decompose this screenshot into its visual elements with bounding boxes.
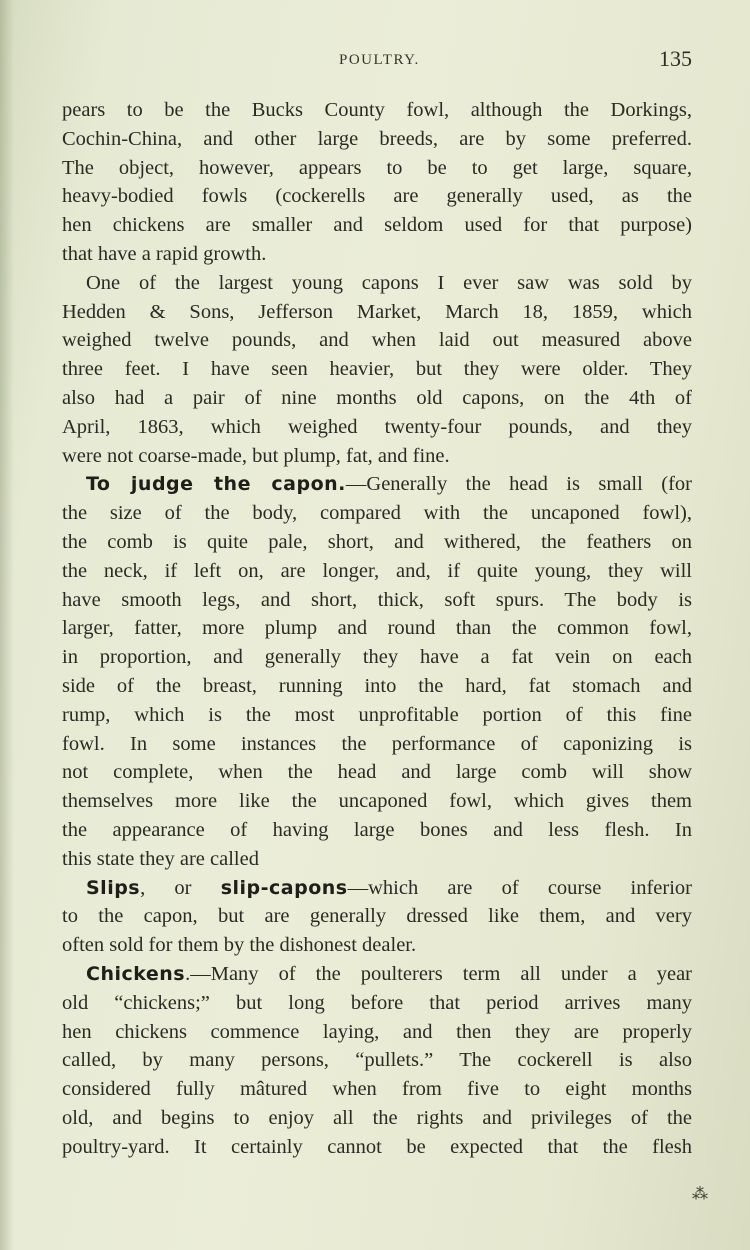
text-line: The object, however, appears to be to get large, square, <box>62 156 692 179</box>
text-line <box>62 874 692 903</box>
page-header <box>62 44 692 78</box>
text-line <box>62 960 692 989</box>
running-head: POULTRY. <box>339 52 420 68</box>
text-line: the appearance of having large bones and less flesh. In <box>62 818 692 841</box>
text-line: also had a pair of nine months old capons, on the 4th of <box>62 386 692 409</box>
text-line: considered fully mâtured when from five to eight months <box>62 1078 692 1101</box>
text-line: called, by many persons, “pullets.” The cockerell is also <box>62 1049 692 1072</box>
text-line: have smooth legs, and short, thick, soft spurs. The body is <box>62 588 692 611</box>
text-line: weighed twelve pounds, and when laid out measured above <box>62 329 692 352</box>
text-line: poultry-yard. It certainly cannot be expected that the flesh <box>62 1135 692 1158</box>
section-heading: slip-capons <box>220 876 348 899</box>
text-line: not complete, when the head and large comb will show <box>62 761 692 784</box>
text-run: .—Many of the poulterers term all under a year <box>185 962 692 985</box>
text-line <box>62 470 692 499</box>
body-text <box>62 96 692 1161</box>
gutter-shadow <box>0 0 14 1250</box>
text-line: Cochin-China, and other large breeds, are by some preferred. <box>62 127 692 150</box>
text-line: the size of the body, compared with the uncaponed fowl), <box>62 502 692 525</box>
text-line: larger, fatter, more plump and round than the common fowl, <box>62 617 692 640</box>
text-line: hen chickens commence laying, and then they are properly <box>62 1020 692 1043</box>
text-run: , or <box>140 876 221 899</box>
text-line: the neck, if left on, are longer, and, if quite young, they will <box>62 559 692 582</box>
text-line: old “chickens;” but long before that period arrives many <box>62 991 692 1014</box>
text-line: often sold for them by the dishonest dealer. <box>62 934 417 957</box>
text-line: fowl. In some instances the performance of caponizing is <box>62 732 692 755</box>
text-line: heavy-bodied fowls (cockerells are generally used, as the <box>62 185 692 208</box>
page-number: 135 <box>659 46 692 71</box>
text-line: that have a rapid growth. <box>62 242 267 265</box>
text-line: old, and begins to enjoy all the rights and privileges of the <box>62 1106 692 1129</box>
printer-mark: ⁂ <box>692 1186 708 1203</box>
text-line: rump, which is the most unprofitable portion of this fine <box>62 703 692 726</box>
section-heading: Chickens <box>86 962 186 985</box>
text-line: April, 1863, which weighed twenty-four pounds, and they <box>62 415 692 438</box>
text-run: —Generally the head is small (for <box>345 473 692 496</box>
section-heading: Slips <box>86 876 141 899</box>
text-line: hen chickens are smaller and seldom used for that purpose) <box>62 214 692 237</box>
text-line: side of the breast, running into the hard, fat stomach and <box>62 674 692 697</box>
text-run: —which are of course inferior <box>347 876 692 899</box>
section-heading: To judge the capon. <box>86 473 346 496</box>
text-line: Hedden & Sons, Jefferson Market, March 18, 1859, which <box>62 300 692 323</box>
text-line: three feet. I have seen heavier, but they were older. They <box>62 358 692 381</box>
text-line: pears to be the Bucks County fowl, although the Dorkings, <box>62 99 692 121</box>
text-line: the comb is quite pale, short, and withered, the feathers on <box>62 530 692 553</box>
text-line: One of the largest young capons I ever saw was sold by <box>86 271 692 294</box>
text-line: were not coarse-made, but plump, fat, and fine. <box>62 444 450 467</box>
text-line: to the capon, but are generally dressed like them, and very <box>62 905 692 928</box>
text-line: themselves more like the uncaponed fowl, which gives them <box>62 790 692 813</box>
text-line: in proportion, and generally they have a fat vein on each <box>62 646 692 669</box>
text-line: this state they are called <box>62 847 259 870</box>
